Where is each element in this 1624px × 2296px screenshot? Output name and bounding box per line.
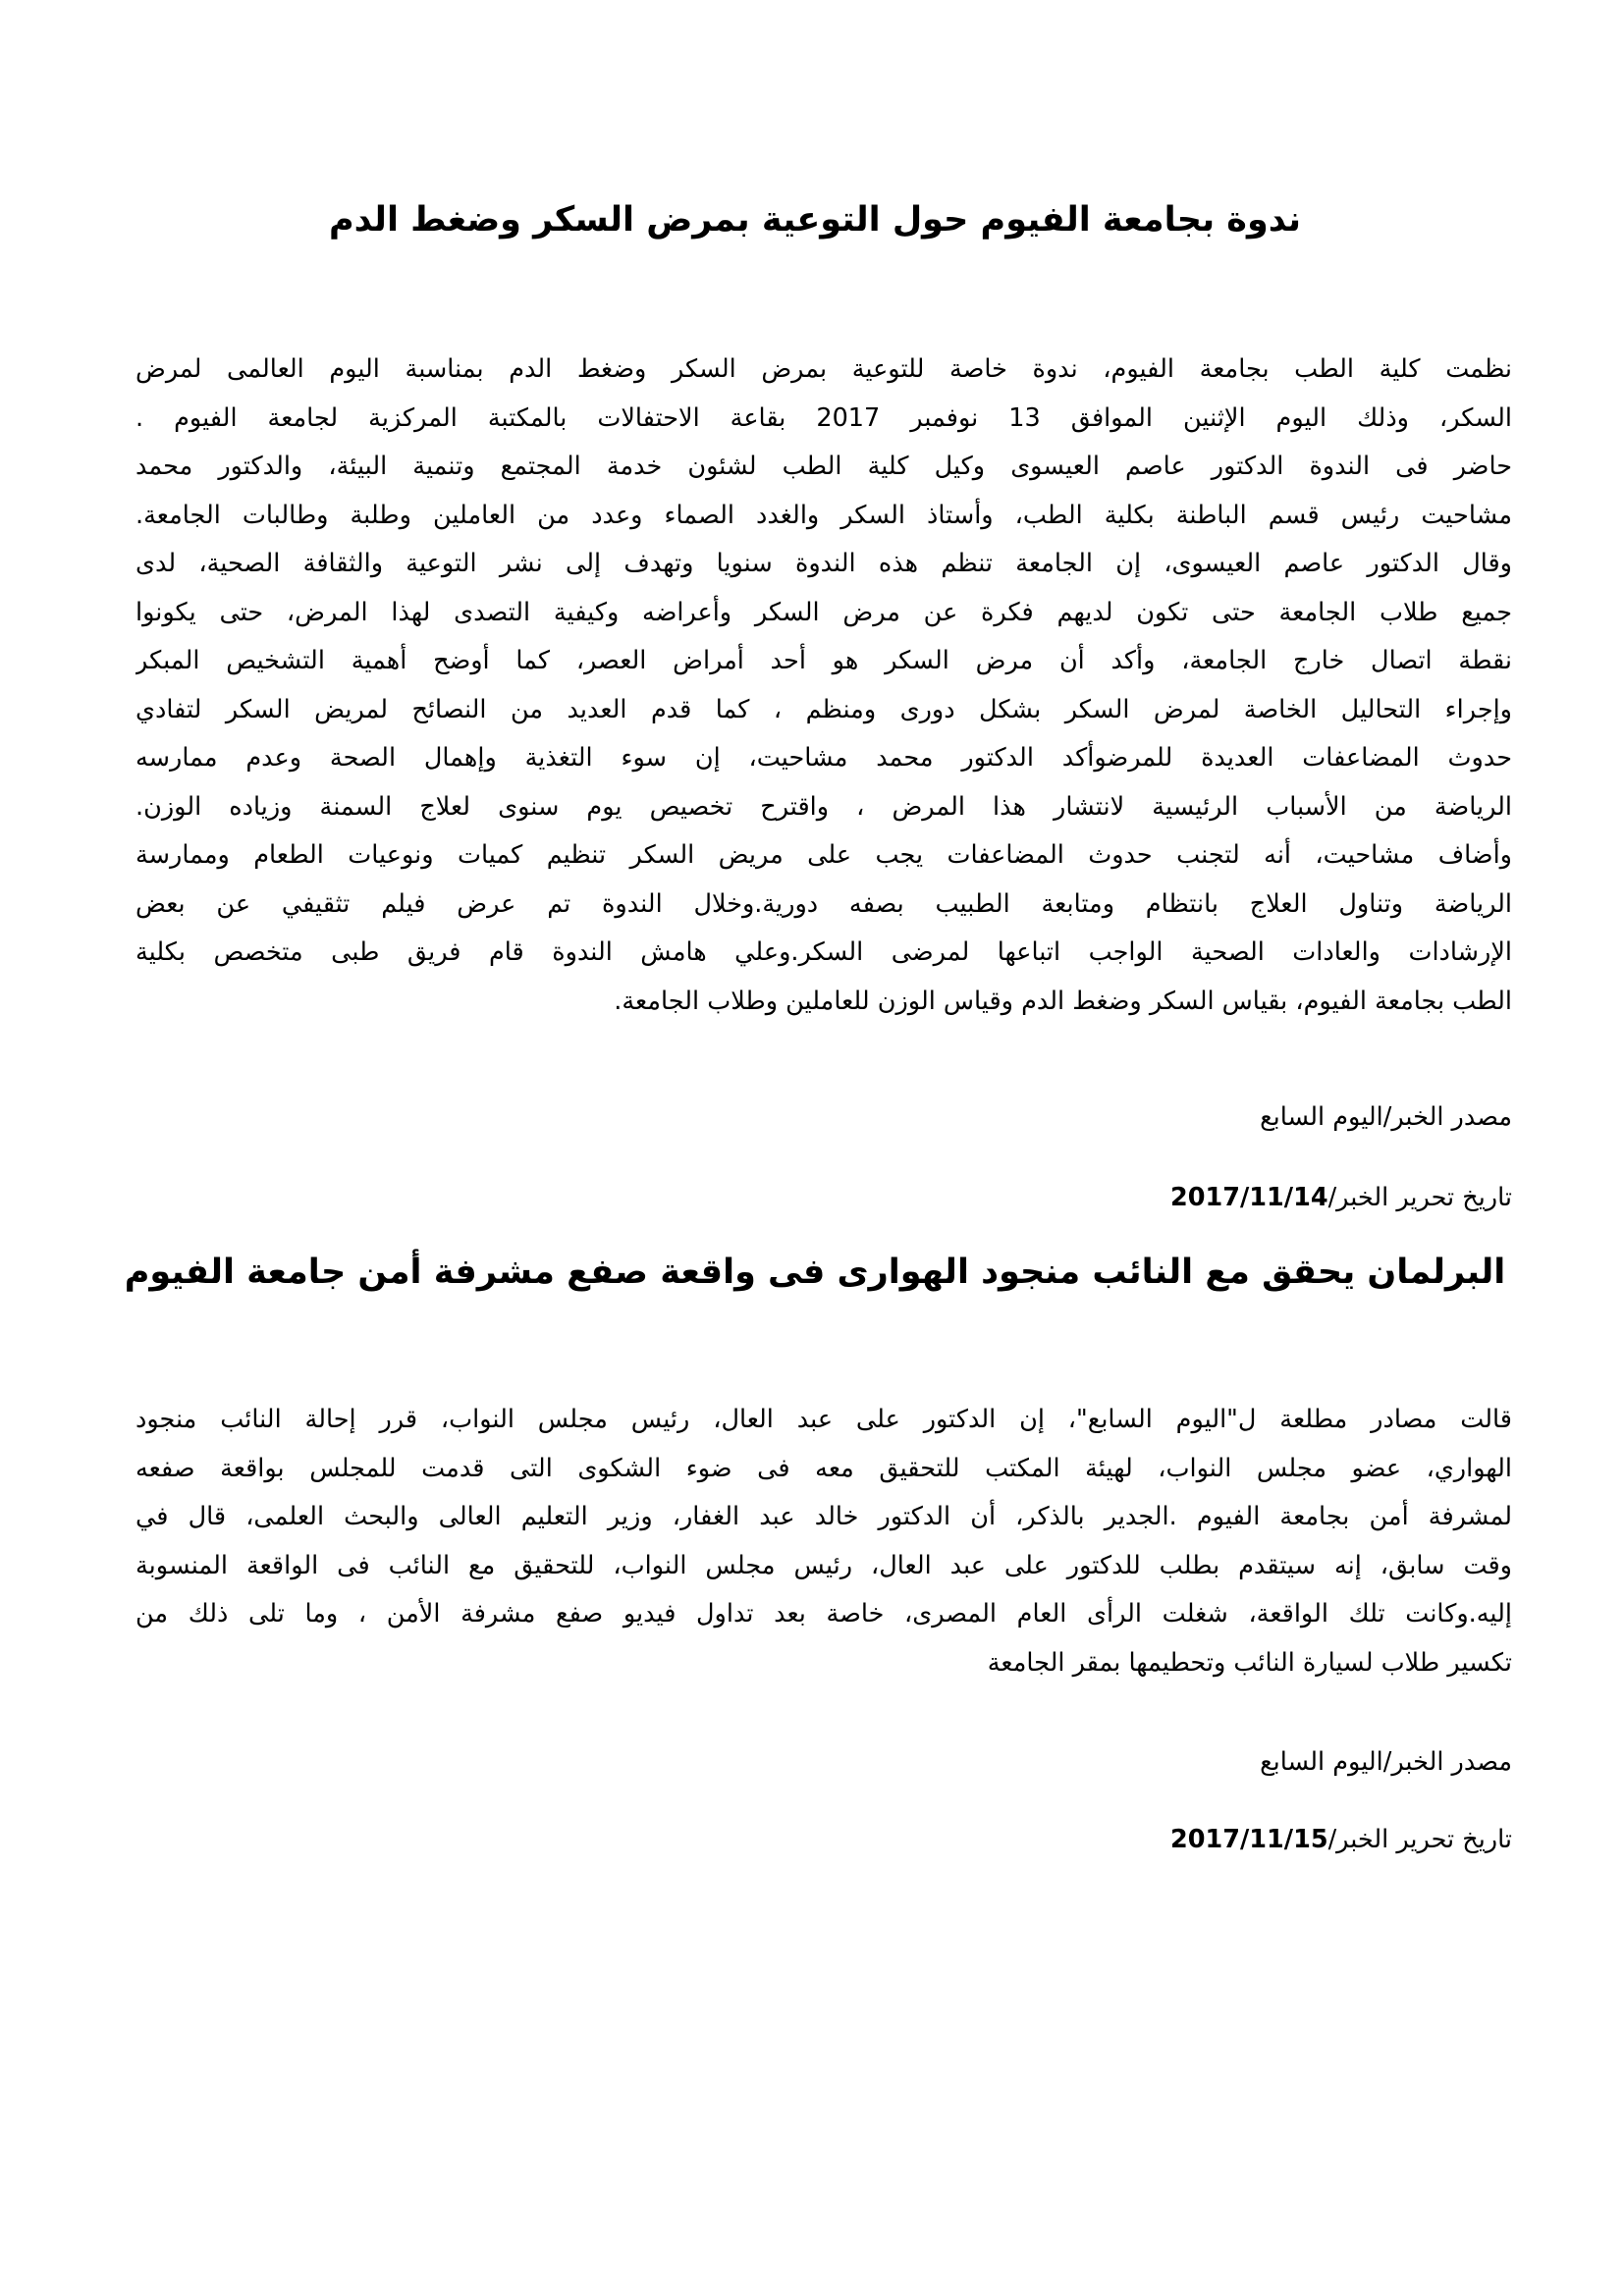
article-1-body [135, 346, 1512, 1026]
article-2-line: إليه.وكانت تلك الواقعة، شغلت الرأى العام المصرى، خاصة بعد تداول فيديو صفع مشرفة الأمن ، وما تلى ذلك من [135, 1599, 1512, 1629]
article-2-date: 2017/11/15 [1170, 1825, 1328, 1854]
article-2-title: البرلمان يحقق مع النائب منجود الهوارى فى واقعة صفع مشرفة أمن جامعة الفيوم [124, 1253, 1506, 1292]
article-1-date-label: تاريخ تحرير الخبر/ [1327, 1183, 1512, 1212]
article-2-date-line [1170, 1822, 1512, 1857]
article-2-line: قالت مصادر مطلعة ل"اليوم السابع"، إن الدكتور على عبد العال، رئيس مجلس النواب، قرر إحالة النائب منجود [135, 1405, 1512, 1434]
article-1-title: ندوة بجامعة الفيوم حول التوعية بمرض السكر وضغط الدم [328, 200, 1302, 240]
article-1-source: مصدر الخبر/اليوم السابع [1260, 1102, 1512, 1132]
article-2-source: مصدر الخبر/اليوم السابع [1260, 1747, 1512, 1777]
article-1-line: الرياضة من الأسباب الرئيسية لانتشار هذا المرض ، واقترح تخصيص يوم سنوى لعلاج السمنة وزياده الوزن. [135, 791, 1512, 822]
article-1-line: مشاحيت رئيس قسم الباطنة بكلية الطب، وأستاذ السكر والغدد الصماء وعدد من العاملين وطلبة وطالبات الجامعة. [135, 500, 1512, 530]
article-1-line: وقال الدكتور عاصم العيسوى، إن الجامعة تنظم هذه الندوة سنويا وتهدف إلى نشر التوعية والثقافة الصحية، لدى [135, 549, 1512, 578]
article-1-line: وإجراء التحاليل الخاصة لمرض السكر بشكل دورى ومنظم ، كما قدم العديد من النصائح لمريض السكر لتفادي [135, 694, 1512, 724]
article-2-line: لمشرفة أمن بجامعة الفيوم .الجدير بالذكر، أن الدكتور خالد عبد الغفار، وزير التعليم العالى والبحث العلمى، قال في [135, 1502, 1512, 1531]
article-1-line: السكر، وذلك اليوم الإثنين الموافق 13 نوفمبر 2017 بقاعة الاحتفالات بالمكتبة المركزية لجامعة الفيوم . [135, 402, 1512, 433]
article-2-body [135, 1396, 1512, 1687]
article-2-line: الهواري، عضو مجلس النواب، لهيئة المكتب للتحقيق معه فى ضوء الشكوى التى قدمت للمجلس بواقعة صفعه [135, 1453, 1512, 1483]
article-1-line: جميع طلاب الجامعة حتى تكون لديهم فكرة عن مرض السكر وأعراضه وكيفية التصدى لهذا المرض، حتى يكونوا [135, 597, 1512, 627]
article-1-line: حدوث المضاعفات العديدة للمرضوأكد الدكتور محمد مشاحيت، إن سوء التغذية وإهمال الصحة وعدم ممارسه [135, 743, 1512, 773]
article-2-line: تكسير طلاب لسيارة النائب وتحطيمها بمقر الجامعة [987, 1647, 1512, 1678]
article-1-line: الإرشادات والعادات الصحية الواجب اتباعها لمرضى السكر.وعلي هامش الندوة قام فريق طبى متخصص بكلية [135, 937, 1512, 967]
article-2-date-label: تاريخ تحرير الخبر/ [1327, 1825, 1512, 1854]
article-1-line: وأضاف مشاحيت، أنه لتجنب حدوث المضاعفات يجب على مريض السكر تنظيم كميات ونوعيات الطعام وممارسة [135, 840, 1512, 870]
article-1-date-line [1170, 1180, 1512, 1215]
article-1-line: حاضر فى الندوة الدكتور عاصم العيسوى وكيل كلية الطب لشئون خدمة المجتمع وتنمية البيئة، والدكتور محمد [135, 452, 1512, 481]
article-1-line: الرياضة وتناول العلاج بانتظام ومتابعة الطبيب بصفه دورية.وخلال الندوة تم عرض فيلم تثقيفي عن بعض [135, 888, 1512, 919]
article-1-line: نظمت كلية الطب بجامعة الفيوم، ندوة خاصة للتوعية بمرض السكر وضغط الدم بمناسبة اليوم العالمى لمرض [135, 354, 1512, 384]
article-2-line: وقت سابق، إنه سيتقدم بطلب للدكتور على عبد العال، رئيس مجلس النواب، للتحقيق مع النائب فى الواقعة المنسوبة [135, 1550, 1512, 1580]
article-1-date: 2017/11/14 [1170, 1183, 1328, 1212]
article-1-line: نقطة اتصال خارج الجامعة، وأكد أن مرض السكر هو أحد أمراض العصر، كما أوضح أهمية التشخيص المبكر [135, 646, 1512, 675]
article-1-line: الطب بجامعة الفيوم، بقياس السكر وضغط الدم وقياس الوزن للعاملين وطلاب الجامعة. [614, 986, 1512, 1016]
